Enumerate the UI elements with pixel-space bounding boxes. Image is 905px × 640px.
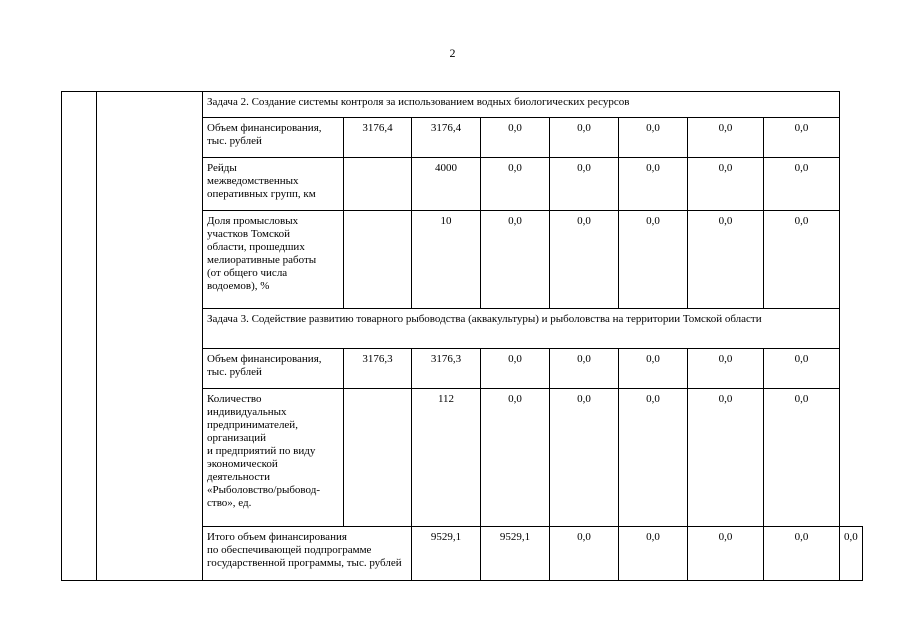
value-cell: 0,0 bbox=[688, 211, 764, 309]
index-cell bbox=[62, 92, 97, 581]
value-cell: 4000 bbox=[412, 158, 481, 211]
value-cell: 0,0 bbox=[688, 118, 764, 158]
task2-header-row bbox=[62, 92, 863, 118]
row-label: Доля промысловых участков Томской области, прошедших мелиоративные работы (от общего числа водоемов), % bbox=[203, 211, 344, 309]
value-cell: 0,0 bbox=[764, 211, 840, 309]
value-cell: 0,0 bbox=[481, 158, 550, 211]
value-cell: 0,0 bbox=[764, 158, 840, 211]
value-cell bbox=[344, 389, 412, 527]
value-cell: 3176,4 bbox=[344, 118, 412, 158]
value-cell: 0,0 bbox=[619, 158, 688, 211]
subprogram-table bbox=[61, 91, 863, 581]
total-value-cell: 0,0 bbox=[688, 527, 764, 581]
value-cell: 0,0 bbox=[688, 158, 764, 211]
value-cell: 0,0 bbox=[550, 389, 619, 527]
value-cell: 0,0 bbox=[688, 349, 764, 389]
value-cell: 3176,3 bbox=[412, 349, 481, 389]
value-cell: 3176,4 bbox=[412, 118, 481, 158]
value-cell: 0,0 bbox=[550, 118, 619, 158]
value-cell bbox=[344, 158, 412, 211]
value-cell: 0,0 bbox=[619, 349, 688, 389]
value-cell: 0,0 bbox=[481, 211, 550, 309]
value-cell: 0,0 bbox=[764, 389, 840, 527]
total-label: Итого объем финансирования по обеспечивающей подпрограмме государственной программы, тыс. рублей bbox=[203, 527, 412, 581]
row-label: Объем финансирования, тыс. рублей bbox=[203, 118, 344, 158]
value-cell bbox=[344, 211, 412, 309]
value-cell: 3176,3 bbox=[344, 349, 412, 389]
row-label: Рейды межведомственных оперативных групп, км bbox=[203, 158, 344, 211]
value-cell: 0,0 bbox=[619, 118, 688, 158]
total-value-cell: 0,0 bbox=[550, 527, 619, 581]
total-value-cell: 0,0 bbox=[764, 527, 840, 581]
value-cell: 0,0 bbox=[481, 349, 550, 389]
page-number: 2 bbox=[449, 46, 456, 60]
value-cell: 0,0 bbox=[550, 158, 619, 211]
value-cell: 0,0 bbox=[481, 389, 550, 527]
value-cell: 0,0 bbox=[688, 389, 764, 527]
total-value-cell: 0,0 bbox=[619, 527, 688, 581]
value-cell: 0,0 bbox=[764, 349, 840, 389]
value-cell: 112 bbox=[412, 389, 481, 527]
value-cell: 0,0 bbox=[619, 211, 688, 309]
value-cell: 0,0 bbox=[481, 118, 550, 158]
value-cell: 10 bbox=[412, 211, 481, 309]
task2-title: Задача 2. Создание системы контроля за использованием водных биологических ресурсов bbox=[203, 92, 840, 118]
total-value-cell: 0,0 bbox=[840, 527, 863, 581]
row-label: Количество индивидуальных предпринимателей, организаций и предприятий по виду экономической деятельности «Рыболовство/рыбовод- ство», ед. bbox=[203, 389, 344, 527]
row-label: Объем финансирования, тыс. рублей bbox=[203, 349, 344, 389]
activity-cell bbox=[97, 92, 203, 581]
value-cell: 0,0 bbox=[764, 118, 840, 158]
value-cell: 0,0 bbox=[550, 349, 619, 389]
value-cell: 0,0 bbox=[619, 389, 688, 527]
value-cell: 0,0 bbox=[550, 211, 619, 309]
total-value-cell: 9529,1 bbox=[412, 527, 481, 581]
total-value-cell: 9529,1 bbox=[481, 527, 550, 581]
task3-title: Задача 3. Содействие развитию товарного рыбоводства (аквакультуры) и рыболовства на территории Томской области bbox=[203, 309, 840, 349]
